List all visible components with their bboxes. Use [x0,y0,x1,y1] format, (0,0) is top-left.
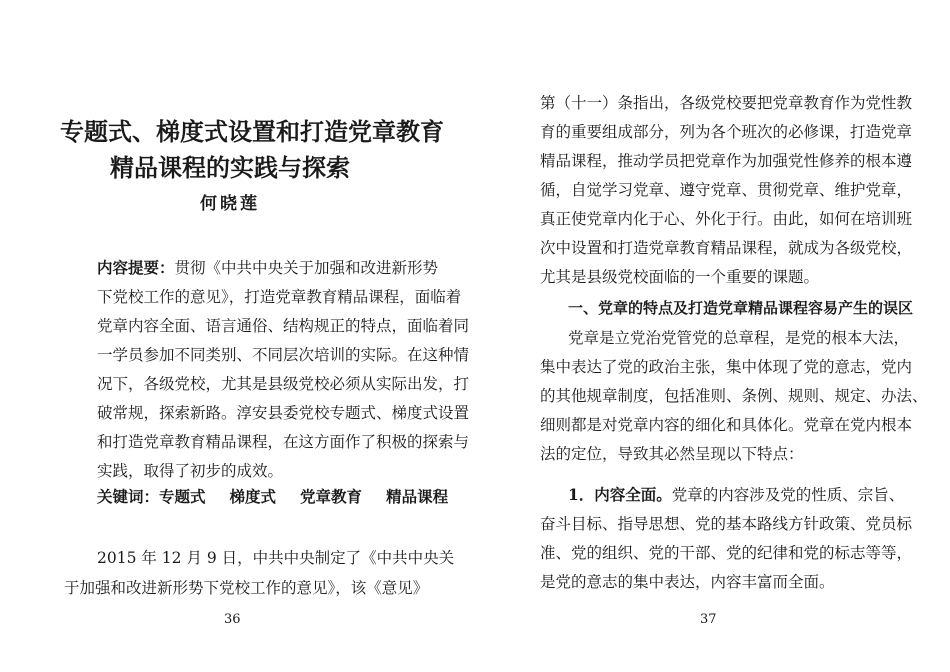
body-line: 准、党的组织、党的干部、党的纪律和党的标志等等， [540,544,913,562]
body-line: 奋斗目标、指导思想、党的基本路线方针政策、党员标 [540,515,913,533]
author-name: 何晓莲 [200,194,260,214]
keyword: 党章教育 [300,487,363,506]
point-1-label: 1．内容全面。 [568,485,672,504]
body-line: 的其他规章制度，包括准则、条例、规则、规定、办法、 [540,387,928,405]
abstract-line: 贯彻《中共中央关于加强和改进新形势 [174,259,439,277]
abstract-line: 况下，各级党校，尤其是县级党校必须从实际出发，打 [97,375,470,393]
article-title-line-2: 精品课程的实践与探索 [110,153,350,182]
keyword: 专题式 [159,487,206,506]
abstract-line: 实践，取得了初步的成效。 [97,462,284,480]
abstract-line: 一学员参加不同类别、不同层次培训的实际。在这种情 [97,346,470,364]
abstract-label: 内容提要： [97,258,175,277]
section-heading: 一、党章的特点及打造党章精品课程容易产生的误区 [568,299,914,317]
abstract-line: 和打造党章教育精品课程，在这方面作了积极的探索与 [97,433,470,451]
body-line: 育的重要组成部分，列为各个班次的必修课，打造党章 [540,123,913,141]
keyword: 梯度式 [229,487,277,506]
keywords-label: 关键词： [97,487,160,506]
body-line: 次中设置和打造党章教育精品课程，就成为各级党校， [540,239,913,257]
point-1-first-line [568,484,904,506]
body-line: 细则都是对党章内容的细化和具体化。党章在党内根本 [540,416,913,434]
body-line: 2015 年 12 月 9 日，中共中央制定了《中共中央关 [97,549,455,567]
body-line: 是党的意志的集中表达，内容丰富而全面。 [540,573,835,591]
body-line: 党章是立党治党管党的总章程，是党的根本大法， [568,329,910,347]
body-line: 真正使党章内化于心、外化于行。由此，如何在培训班 [540,210,913,228]
body-line: 党章的内容涉及党的性质、宗旨、 [671,486,905,504]
body-line: 循，自觉学习党章、遵守党章、贯彻党章、维护党章， [540,181,913,199]
body-line: 于加强和改进新形势下党校工作的意见》，该《意见》 [64,579,429,597]
abstract-line: 下党校工作的意见》，打造党章教育精品课程，面临着 [97,288,462,306]
abstract-first-line [97,257,439,279]
body-line: 精品课程，推动学员把党章作为加强党性修养的根本遵 [540,152,913,170]
page-number: 36 [224,612,241,627]
keyword: 精品课程 [386,487,449,506]
abstract-line: 党章内容全面、语言通俗、结构规正的特点，面临着同 [97,317,470,335]
body-line: 集中表达了党的政治主张，集中体现了党的意志，党内 [540,358,913,376]
body-line: 尤其是县级党校面临的一个重要的课题。 [540,268,820,286]
abstract-line: 破常规，探索新路。淳安县委党校专题式、梯度式设置 [97,404,470,422]
keywords-row [97,486,448,508]
body-line: 第（十一）条指出，各级党校要把党章教育作为党性教 [540,94,913,112]
body-line: 法的定位，导致其必然呈现以下特点： [540,445,804,463]
page-number: 37 [700,612,717,627]
article-title-line-1: 专题式、梯度式设置和打造党章教育 [60,117,444,146]
